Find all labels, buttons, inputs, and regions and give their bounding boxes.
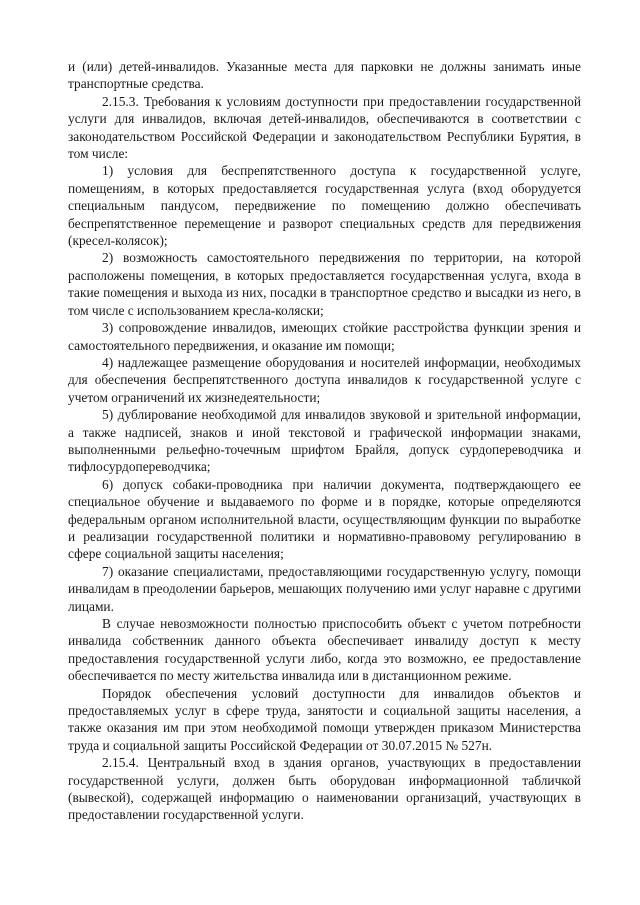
- paragraph-procedure: Порядок обеспечения условий доступности для инвалидов объектов и предоставляемых услуг в сфере труда, занятости и социальной защиты населения, а также оказания им при этом необходимой помощи утвержден приказом Министерства труда и социальной защиты Российской Федерации от 30.07.2015 № 527н.: [68, 685, 581, 753]
- paragraph-item-7: 7) оказание специалистами, предоставляющими государственную услугу, помощи инвалидам в преодолении барьеров, мешающих получению ими услуг наравне с другими лицами.: [68, 563, 581, 614]
- paragraph-2-15-3: 2.15.3. Требования к условиям доступности при предоставлении государственной услуги для инвалидов, включая детей-инвалидов, обеспечиваются в соответствии с законодательством Российской Федерации и законодательством Республики Бурятия, в том числе:: [68, 93, 581, 162]
- document-body: [68, 58, 581, 824]
- paragraph-item-6: 6) допуск собаки-проводника при наличии документа, подтверждающего ее специальное обучение и выдаваемого по форме и в порядке, которые определяются федеральным органом исполнительной власти, осуществляющим функции по выработке и реализации государственной политики и нормативно-правовому регулированию в сфере социальной защиты населения;: [68, 476, 581, 562]
- paragraph-item-4: 4) надлежащее размещение оборудования и носителей информации, необходимых для обеспечения беспрепятственного доступа инвалидов к государственной услуге с учетом ограничений их жизнедеятельности;: [68, 354, 581, 405]
- paragraph-item-5: 5) дублирование необходимой для инвалидов звуковой и зрительной информации, а также надписей, знаков и иной текстовой и графической информации знаками, выполненными рельефно-точечным шрифтом Брайля, допуск сурдопереводчика и тифлосурдопереводчика;: [68, 407, 581, 475]
- paragraph-parking-continuation: и (или) детей-инвалидов. Указанные места для парковки не должны занимать иные транспортные средства.: [68, 59, 581, 92]
- paragraph-item-2: 2) возможность самостоятельного передвижения по территории, на которой расположены помещения, в которых предоставляется государственная услуга, входа в такие помещения и выхода из них, посадки в транспортное средство и высадки из него, в том числе с использованием кресла-коляски;: [68, 250, 581, 318]
- paragraph-impossibility: В случае невозможности полностью приспособить объект с учетом потребности инвалида собственник данного объекта обеспечивает инвалиду доступ к месту предоставления государственной услуги либо, когда это возможно, ее предоставление обеспечивается по месту жительства инвалида или в дистанционном режиме.: [68, 616, 581, 684]
- paragraph-2-15-4: 2.15.4. Центральный вход в здания органов, участвующих в предоставлении государственной услуги, должен быть оборудован информационной табличкой (вывеской), содержащей информацию о наименовании организаций, участвующих в предоставлении государственной услуги.: [68, 755, 581, 823]
- paragraph-item-3: 3) сопровождение инвалидов, имеющих стойкие расстройства функции зрения и самостоятельного передвижения, и оказание им помощи;: [68, 320, 581, 353]
- paragraph-item-1: 1) условия для беспрепятственного доступа к государственной услуге, помещениям, в которых предоставляется государственная услуга (вход оборудуется специальным пандусом, передвижение по помещению должно обеспечивать беспрепятственное перемещение и разворот специальных средств для передвижения (кресел-колясок);: [68, 163, 581, 249]
